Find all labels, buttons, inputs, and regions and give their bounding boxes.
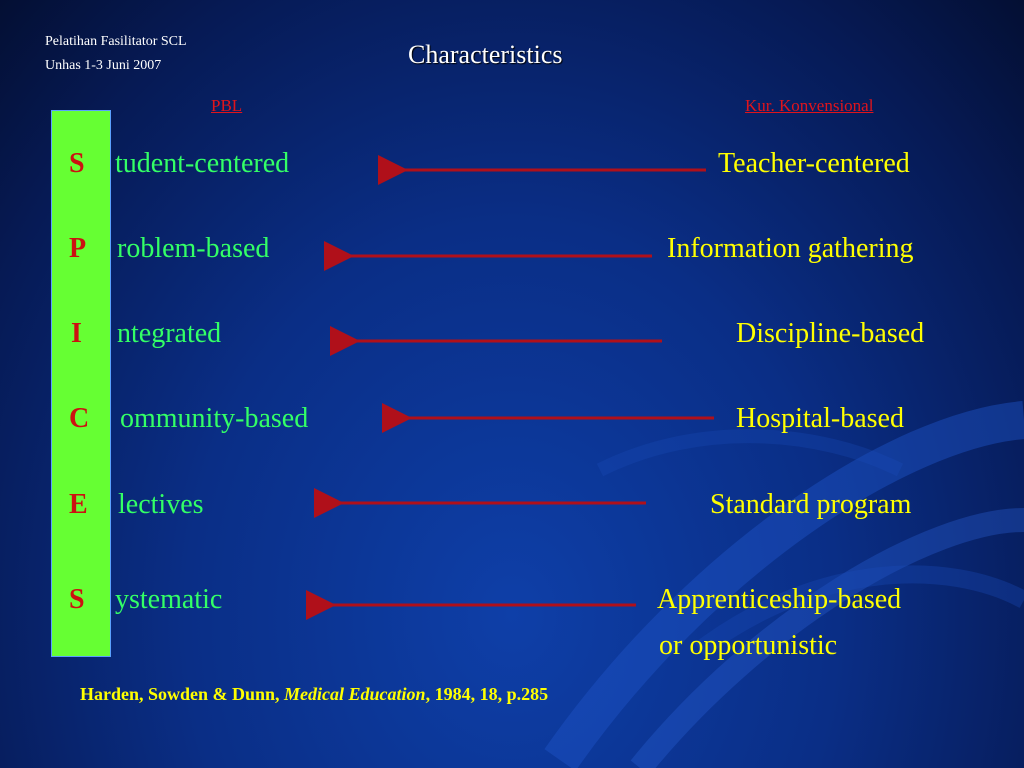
conventional-characteristic: Hospital-based	[736, 403, 904, 434]
column-header-pbl: PBL	[211, 96, 243, 115]
acronym-letter: I	[71, 318, 82, 349]
citation-journal: Medical Education	[284, 684, 426, 704]
header-line-2: Unhas 1-3 Juni 2007	[45, 58, 162, 73]
pbl-characteristic: ystematic	[115, 584, 223, 615]
acronym-letter: S	[69, 584, 85, 615]
header-line-1: Pelatihan Fasilitator SCL	[45, 34, 187, 49]
pbl-characteristic: ommunity-based	[120, 403, 309, 434]
conventional-characteristic: Teacher-centered	[718, 148, 910, 179]
acronym-letter: E	[69, 489, 88, 520]
citation-authors: Harden, Sowden & Dunn,	[80, 684, 285, 704]
conventional-characteristic: Information gathering	[667, 233, 914, 264]
pbl-characteristic: tudent-centered	[115, 148, 290, 179]
column-header-konvensional: Kur. Konvensional	[745, 96, 874, 115]
conventional-characteristic: Discipline-based	[736, 318, 925, 349]
slide-title: Characteristics	[408, 40, 563, 69]
conventional-characteristic-line2: or opportunistic	[659, 630, 838, 661]
pbl-characteristic: lectives	[118, 489, 204, 520]
conventional-characteristic: Standard program	[710, 489, 912, 520]
citation	[80, 684, 548, 705]
citation-details: , 1984, 18, p.285	[425, 684, 549, 704]
pbl-characteristic: ntegrated	[117, 318, 222, 349]
conventional-characteristic: Apprenticeship-based	[657, 584, 902, 615]
acronym-letter: C	[69, 403, 90, 434]
acronym-letter: P	[69, 233, 87, 264]
acronym-letter: S	[69, 148, 85, 179]
pbl-characteristic: roblem-based	[117, 233, 270, 264]
